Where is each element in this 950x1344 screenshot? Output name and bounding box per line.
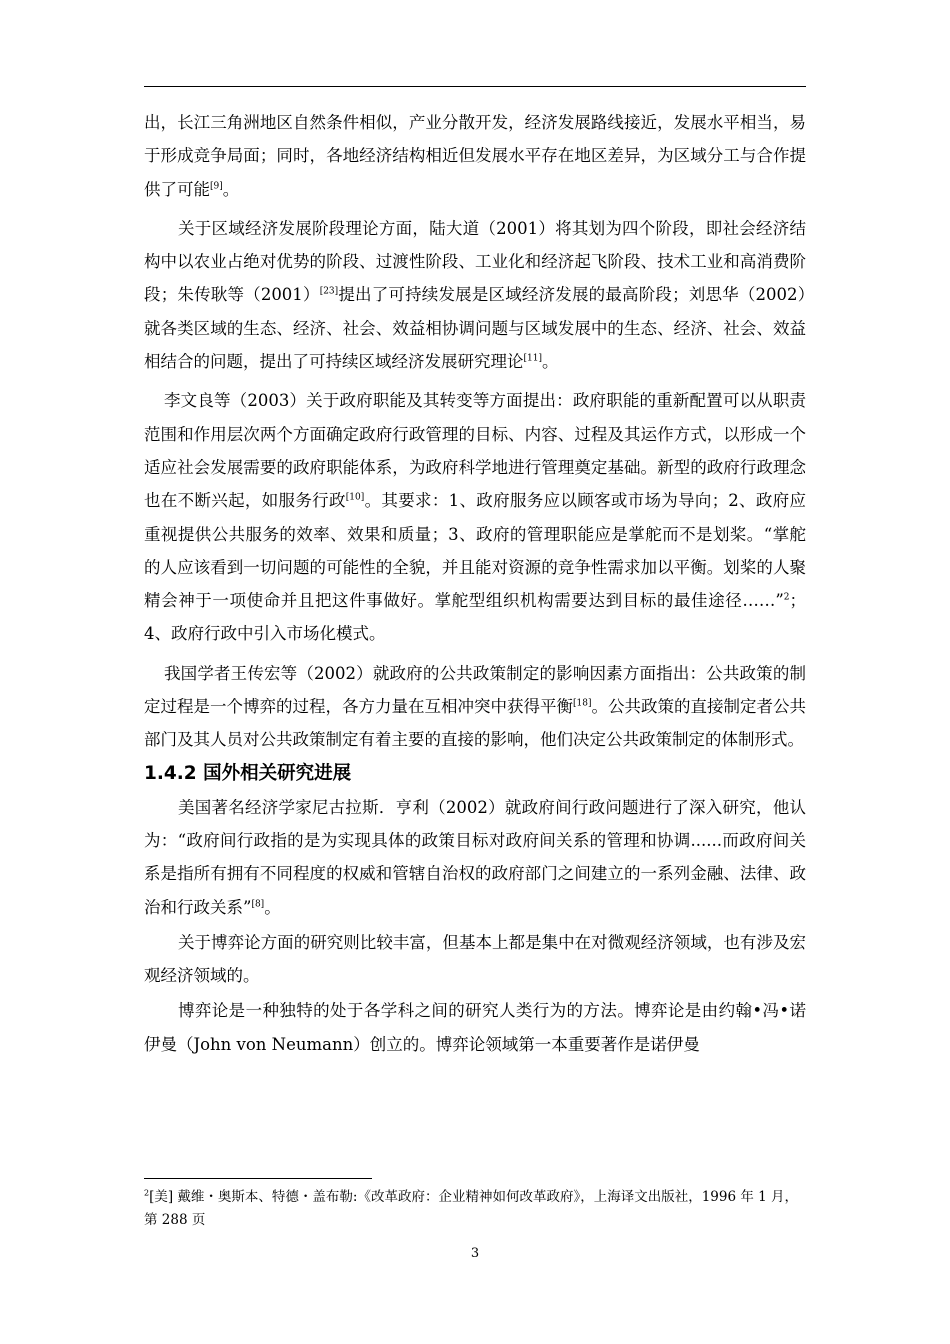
paragraph-2	[144, 212, 806, 378]
paragraph-text: 。	[541, 352, 559, 372]
paragraph-4	[144, 657, 806, 757]
paragraph-text: 出，长江三角洲地区自然条件相似，产业分散开发，经济发展路线接近，发展水平相当，易于形成竞争局面；同时，各地经济结构相近但发展水平存在地区差异，为区域分工与合作提供了可能	[144, 113, 806, 199]
citation-ref: [18]	[573, 698, 592, 709]
paragraph-text: 。其要求：1、政府服务应以顾客或市场为导向；2、政府应重视提供公共服务的效率、效果和质量；3、政府的管理职能应是掌舵而不是划桨。“掌舵的人应该看到一切问题的可能性的全貌，并且能对资源的竞争性需求加以平衡。划桨的人聚精会神于一项使命并且把这件事做好。掌舵型组织机构需要达到目标的最佳途径……”	[144, 491, 806, 611]
footnote-mark: 2	[144, 1188, 150, 1198]
section-heading: 1.4.2 国外相关研究进展	[144, 762, 352, 784]
paragraph-5	[144, 791, 806, 924]
footnote-separator	[144, 1178, 372, 1179]
citation-ref: [8]	[251, 899, 265, 910]
citation-ref: [23]	[319, 286, 339, 297]
citation-ref: [10]	[345, 492, 365, 503]
paragraph-text: 美国著名经济学家尼古拉斯．亨利（2002）就政府间行政问题进行了深入研究，他认为：“政府间行政指的是为实现具体的政策目标对政府间关系的管理和协调......而政府间关系是指所有拥有不同程度的权威和管辖自治权的政府部门之间建立的一系列金融、法律、政治和行政关系”	[144, 797, 806, 917]
paragraph-text: 提出了可持续发展是区域经济发展的最高阶段；刘思华（2002）就各类区域的生态、经济、社会、效益相协调问题与区域发展中的生态、经济、社会、效益相结合的问题，提出了可持续区域经济发展研究理论	[144, 285, 806, 372]
body-text	[144, 106, 806, 1061]
paragraph-text: 博弈论是一种独特的处于各学科之间的研究人类行为的方法。博弈论是由约翰•冯•诺伊曼（John von Neumann）创立的。博弈论领域第一本重要著作是诺伊曼	[144, 1001, 806, 1054]
paragraph-text: 。	[222, 179, 240, 199]
citation-ref: [9]	[210, 181, 223, 192]
paragraph-text: 我国学者王传宏等（2002）就政府的公共政策制定的影响因素方面指出：公共政策的制定过程是一个博弈的过程，各方力量在互相冲突中获得平衡	[144, 663, 806, 717]
paragraph-1	[144, 106, 806, 206]
paragraph-6	[144, 926, 806, 993]
paragraph-7	[144, 994, 806, 1061]
paragraph-text: ；4、政府行政中引入市场化模式。	[144, 591, 806, 644]
paragraph-3	[144, 384, 806, 650]
footnote-ref: 2	[783, 592, 790, 603]
paragraph-text: 李文良等（2003）关于政府职能及其转变等方面提出：政府职能的重新配置可以从职责范围和作用层次两个方面确定政府行政管理的目标、内容、过程及其运作方式，以形成一个适应社会发展需要的政府职能体系，为政府科学地进行管理奠定基础。新型的政府行政理念也在不断兴起，如服务行政	[144, 391, 806, 511]
header-rule	[144, 86, 806, 87]
page-number: 3	[470, 1246, 480, 1261]
paragraph-text: 关于区域经济发展阶段理论方面，陆大道（2001）将其划为四个阶段，即社会经济结构中以农业占绝对优势的阶段、过渡性阶段、工业化和经济起飞阶段、技术工业和高消费阶段；朱传耿等（2001）	[144, 218, 806, 305]
paragraph-text: 。公共政策的直接制定者公共部门及其人员对公共政策制定有着主要的直接的影响，他们决定公共政策制定的体制形式。	[144, 697, 807, 750]
footnote-text: [美] 戴维・奥斯本、特德・盖布勒:《改革政府：企业精神如何改革政府》，上海译文出版社，1996 年 1 月，第 288 页	[144, 1189, 799, 1228]
citation-ref: [11]	[523, 353, 542, 364]
paragraph-text: 。	[264, 897, 281, 917]
paragraph-text: 关于博弈论方面的研究则比较丰富，但基本上都是集中在对微观经济领域，也有涉及宏观经济领域的。	[144, 932, 806, 986]
footnote	[144, 1186, 806, 1232]
